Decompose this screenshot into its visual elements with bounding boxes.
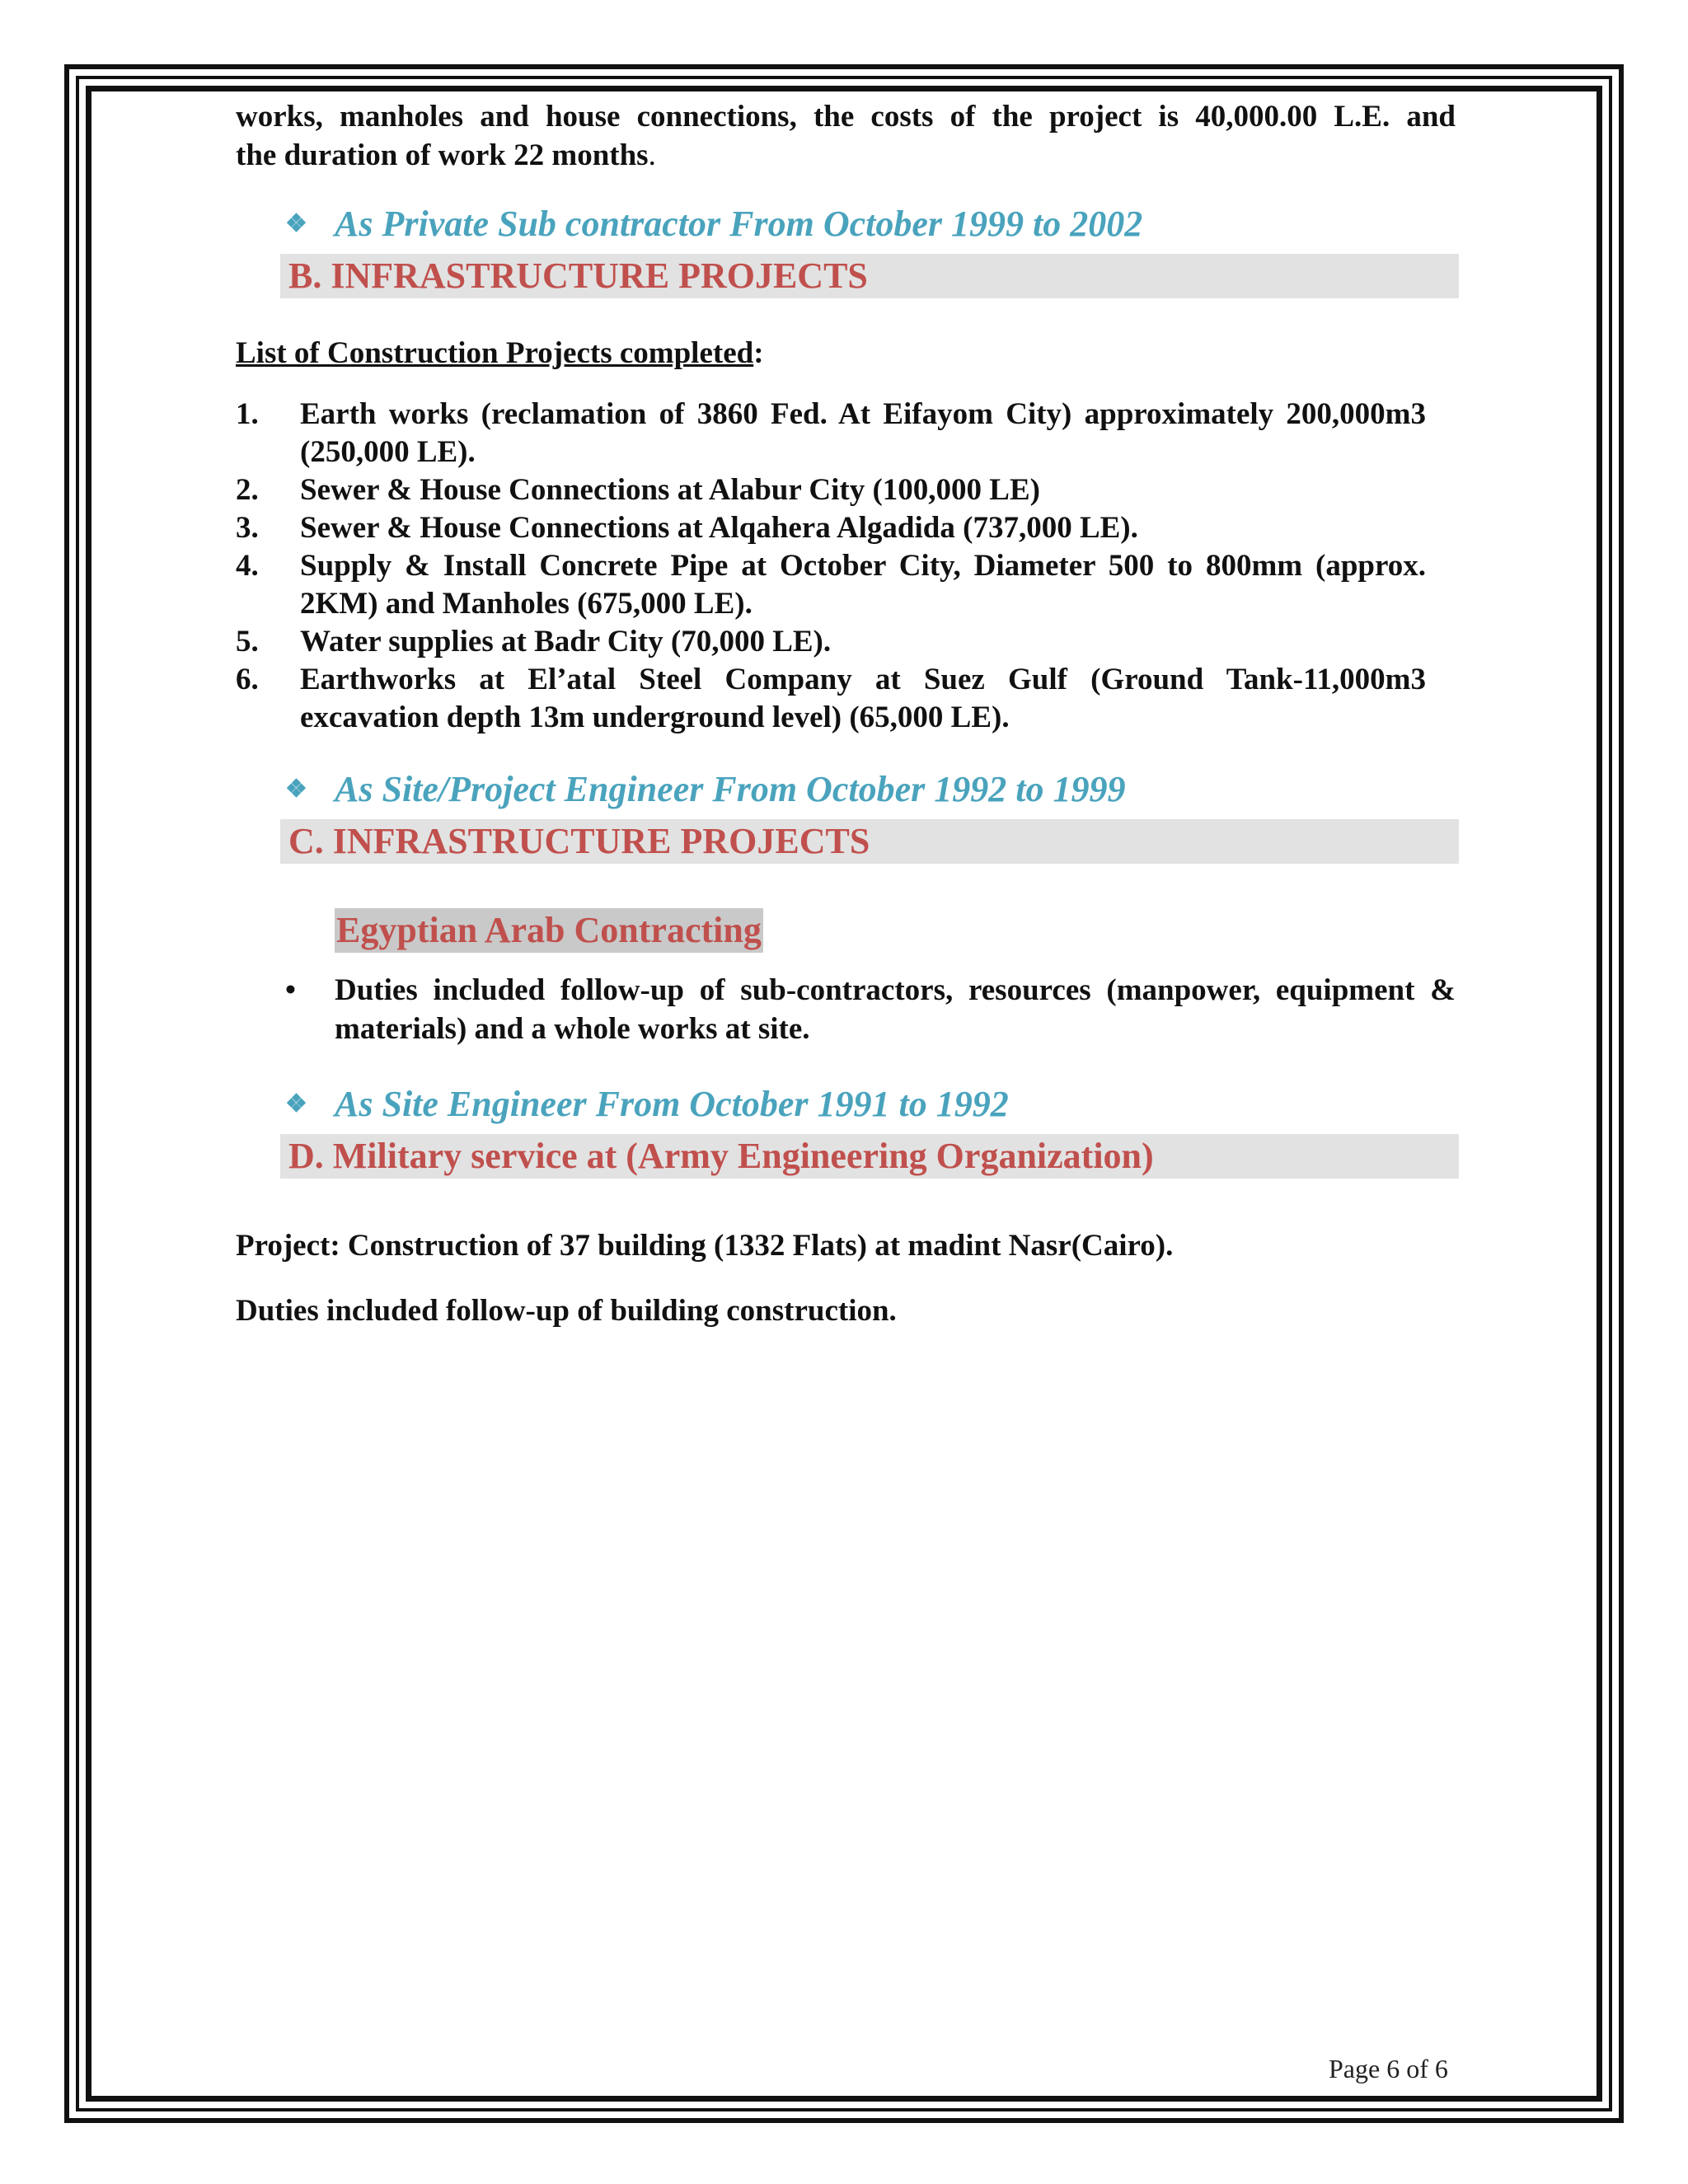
diamond-bullet-icon: ❖ (285, 776, 307, 803)
projects-list-title (236, 335, 1456, 373)
duty-item (236, 971, 1456, 1048)
page-content (236, 97, 1456, 1330)
list-item-number: 5. (236, 625, 259, 658)
company-name: Egyptian Arab Contracting (335, 908, 763, 953)
list-item (236, 623, 1426, 661)
intro-line-2: the duration of work 22 months (236, 138, 649, 172)
list-item (236, 471, 1426, 509)
company-heading-wrap (335, 908, 1456, 953)
duties-line: Duties included follow-up of building construction. (236, 1294, 897, 1328)
list-item-number: 2. (236, 473, 259, 507)
list-item-text: Sewer & House Connections at Alabur City (100,000 LE) (300, 473, 1040, 507)
list-item (236, 661, 1426, 737)
projects-list (236, 396, 1456, 737)
list-item (236, 547, 1426, 623)
section-heading-b: B. INFRASTRUCTURE PROJECTS (280, 254, 1459, 298)
diamond-bullet-icon: ❖ (285, 1090, 307, 1118)
role-title: As Site Engineer From October 1991 to 1992 (335, 1084, 1009, 1124)
page-number: Page 6 of 6 (1329, 2054, 1448, 2083)
list-item-number: 4. (236, 549, 259, 583)
list-item-number: 6. (236, 663, 259, 696)
projects-list-title-text: List of Construction Projects completed (236, 336, 754, 370)
list-item-text: Sewer & House Connections at Alqahera Algadida (737,000 LE). (300, 511, 1138, 545)
list-item (236, 396, 1426, 471)
role-title: As Site/Project Engineer From October 1992 to 1999 (335, 769, 1126, 809)
section-heading-c: C. INFRASTRUCTURE PROJECTS (280, 819, 1459, 864)
projects-list-title-colon: : (753, 336, 764, 370)
list-item-number: 1. (236, 397, 259, 431)
list-item-text: Earthworks at El’atal Steel Company at Suez Gulf (Ground Tank-11,000m3 excavation depth 13m underground level) (65,000 LE). (300, 663, 1426, 734)
role-private-subcontractor (236, 201, 1456, 247)
intro-paragraph (236, 97, 1456, 136)
list-item (236, 509, 1426, 547)
intro-period: . (648, 138, 656, 172)
diamond-bullet-icon: ❖ (285, 210, 307, 237)
section-heading-d: D. Military service at (Army Engineering Organization) (280, 1134, 1459, 1179)
role-site-engineer (236, 1081, 1456, 1127)
list-item-text: Supply & Install Concrete Pipe at October City, Diameter 500 to 800mm (approx. 2KM) and Manholes (675,000 LE). (300, 549, 1426, 621)
intro-paragraph-end (236, 136, 1456, 175)
bullet-dot-icon: • (285, 973, 296, 1007)
role-site-project-engineer (236, 766, 1456, 813)
duty-text: Duties included follow-up of sub-contractors, resources (manpower, equipment & materials) and a whole works at site. (335, 973, 1456, 1046)
role-title: As Private Sub contractor From October 1999 to 2002 (335, 204, 1143, 244)
list-item-number: 3. (236, 511, 259, 545)
intro-line-1: works, manholes and house connections, the costs of the project is 40,000.00 L.E. and (236, 100, 1456, 134)
list-item-text: Water supplies at Badr City (70,000 LE). (300, 625, 832, 658)
project-line: Project: Construction of 37 building (1332 Flats) at madint Nasr(Cairo). (236, 1229, 1174, 1263)
list-item-text: Earth works (reclamation of 3860 Fed. At Eifayom City) approximately 200,000m3 (250,000 LE). (300, 397, 1426, 469)
